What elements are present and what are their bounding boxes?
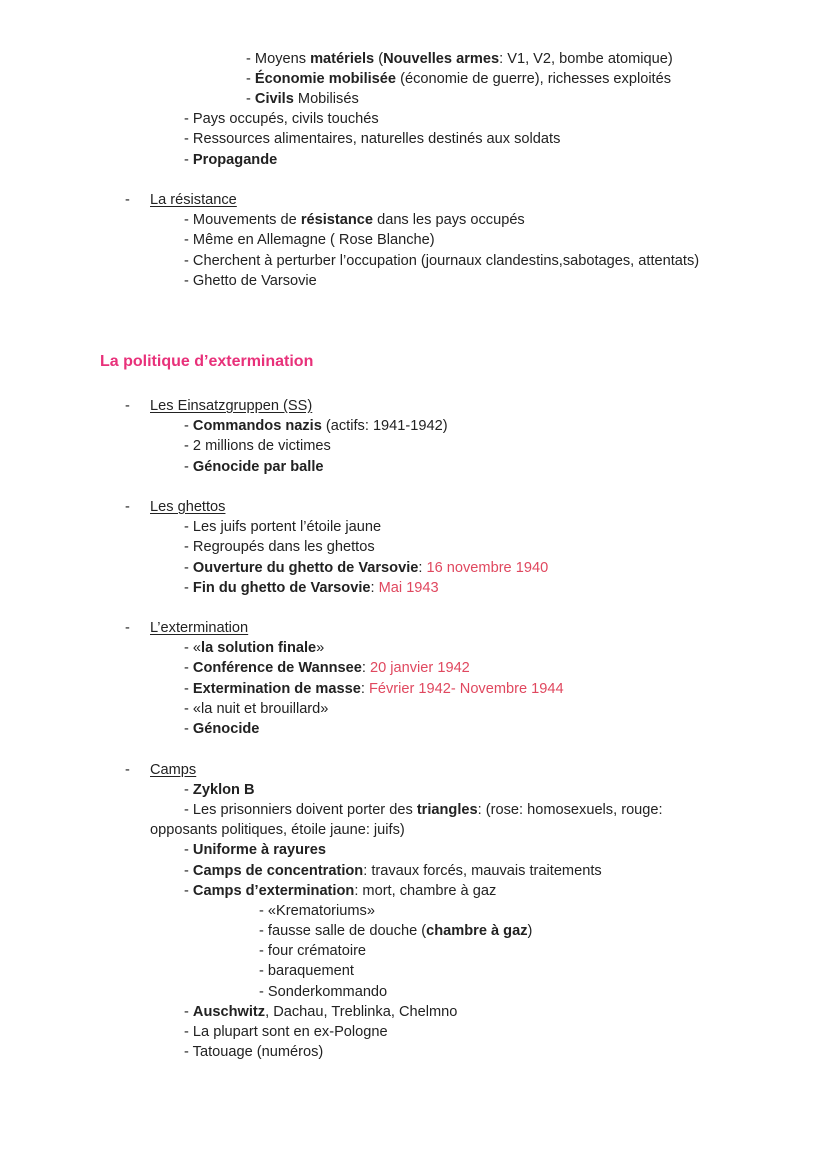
list-item: - Moyens matériels (Nouvelles armes: V1, V2, bombe atomique): [246, 51, 673, 67]
list-item: - Pays occupés, civils touchés: [184, 111, 379, 127]
list-item: - Les juifs portent l’étoile jaune: [184, 519, 382, 535]
bullet-dash: -: [125, 398, 130, 414]
list-item: - Ressources alimentaires, naturelles destinés aux soldats: [184, 131, 561, 147]
list-item: - Ghetto de Varsovie: [184, 273, 317, 289]
section-title-einsatzgruppen: Les Einsatzgruppen (SS): [150, 398, 313, 414]
list-item: - Auschwitz, Dachau, Treblinka, Chelmno: [184, 1004, 458, 1020]
list-item: - Zyklon B: [184, 782, 255, 798]
list-item: - Regroupés dans les ghettos: [184, 539, 375, 555]
section-heading: La politique d’extermination: [100, 353, 314, 370]
date-label: Mai 1943: [378, 580, 439, 596]
list-item: - Génocide: [184, 721, 260, 737]
bullet-dash: -: [125, 499, 130, 515]
date-label: 16 novembre 1940: [426, 560, 549, 576]
list-item: - «la nuit et brouillard»: [184, 701, 329, 717]
list-item: - Même en Allemagne ( Rose Blanche): [184, 232, 435, 248]
section-title-ghettos: Les ghettos: [150, 499, 226, 515]
bullet-dash: -: [125, 762, 130, 778]
list-item: - 2 millions de victimes: [184, 438, 331, 454]
sub-list-item: - Sonderkommando: [259, 984, 388, 1000]
section-title-extermination: L’extermination: [150, 620, 249, 636]
list-item: - «la solution finale»: [184, 640, 325, 656]
list-item: - Ouverture du ghetto de Varsovie: 16 novembre 1940: [184, 560, 549, 576]
list-item: - Les prisonniers doivent porter des triangles: (rose: homosexuels, rouge:: [184, 802, 663, 818]
sub-list-item: - fausse salle de douche (chambre à gaz): [259, 923, 533, 939]
list-item: - Tatouage (numéros): [184, 1044, 324, 1060]
date-label: Février 1942- Novembre 1944: [368, 681, 564, 697]
sub-list-item: - baraquement: [259, 963, 354, 979]
list-item: - Conférence de Wannsee: 20 janvier 1942: [184, 660, 470, 676]
list-item: - Génocide par balle: [184, 459, 324, 475]
section-title-resistance: La résistance: [150, 192, 237, 208]
list-item: - Camps de concentration: travaux forcés, mauvais traitements: [184, 863, 602, 879]
list-item: - Extermination de masse: Février 1942- Novembre 1944: [184, 681, 564, 697]
list-item: - Fin du ghetto de Varsovie: Mai 1943: [184, 580, 439, 596]
list-item: - Propagande: [184, 152, 278, 168]
list-item: - Camps d’extermination: mort, chambre à gaz: [184, 883, 497, 899]
list-item: - Commandos nazis (actifs: 1941-1942): [184, 418, 448, 434]
list-item: - Économie mobilisée (économie de guerre), richesses exploités: [246, 71, 672, 87]
section-title-camps: Camps: [150, 762, 197, 778]
bullet-dash: -: [125, 192, 130, 208]
sub-list-item: - «Krematoriums»: [259, 903, 375, 919]
bullet-dash: -: [125, 620, 130, 636]
list-item: - La plupart sont en ex-Pologne: [184, 1024, 388, 1040]
sub-list-item: - four crématoire: [259, 943, 367, 959]
list-item: - Cherchent à perturber l’occupation (journaux clandestins,sabotages, attentats): [184, 253, 700, 269]
date-label: 20 janvier 1942: [370, 660, 470, 676]
list-item-continuation: opposants politiques, étoile jaune: juifs): [150, 822, 405, 838]
list-item: - Civils Mobilisés: [246, 91, 359, 107]
list-item: - Mouvements de résistance dans les pays occupés: [184, 212, 525, 228]
list-item: - Uniforme à rayures: [184, 842, 326, 858]
